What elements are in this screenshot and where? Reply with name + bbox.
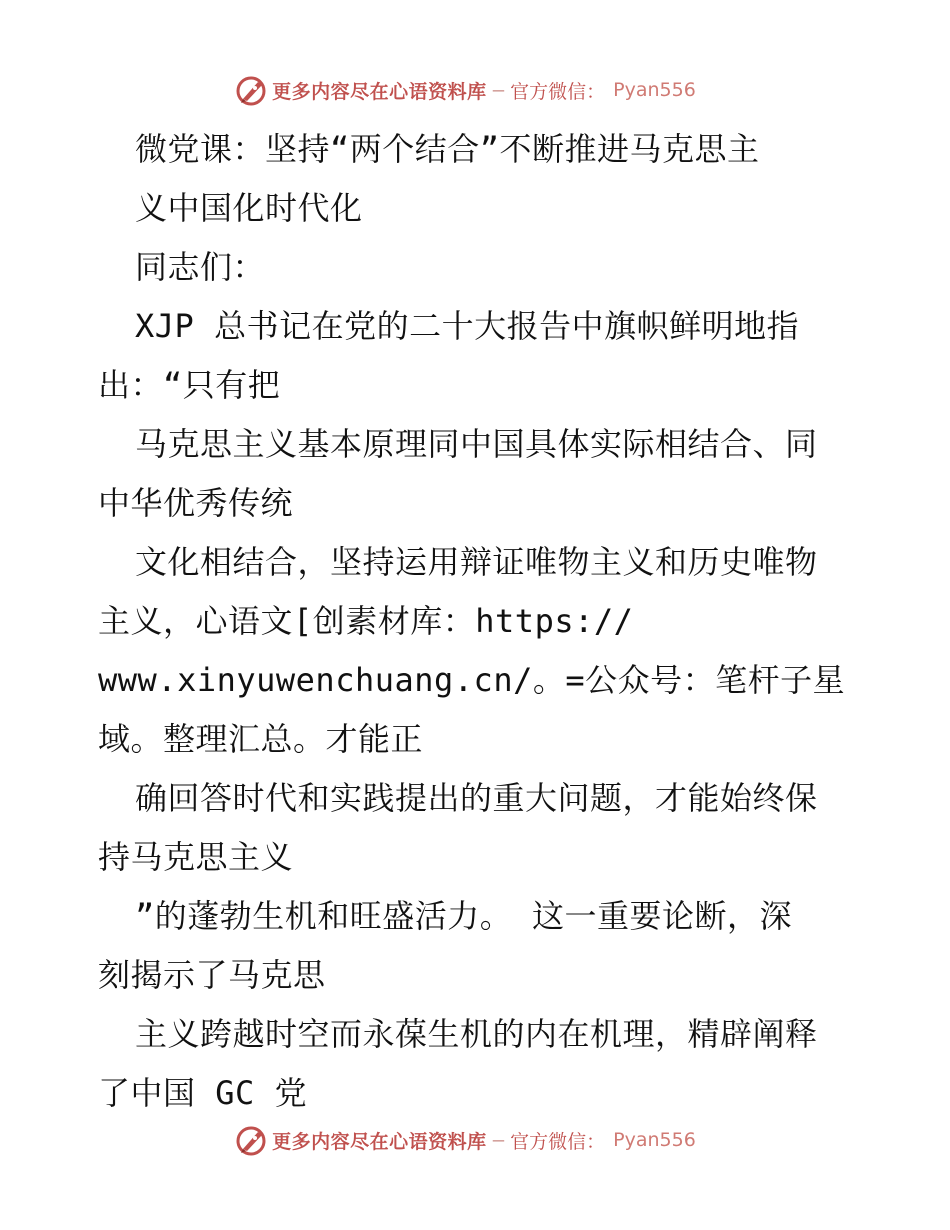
paragraph-line: ”的蓬勃生机和旺盛活力。 这一重要论断，深 — [135, 897, 793, 935]
banner-wechat-label: 官方微信： — [510, 1130, 606, 1153]
title-line-2: 义中国化时代化 — [135, 189, 363, 227]
banner-separator: — — [492, 79, 505, 101]
paragraph-line: 主义，心语文[创素材库：https:// — [98, 602, 634, 640]
paragraph-line: 域。整理汇总。才能正 — [98, 720, 424, 758]
pen-logo-icon — [234, 73, 268, 107]
paragraph-line: 确回答时代和实践提出的重大问题，才能始终保 — [135, 779, 818, 817]
paragraph-line: 中华优秀传统 — [98, 484, 294, 522]
pen-logo-icon — [234, 1123, 268, 1157]
paragraph-line: 主义跨越时空而永葆生机的内在机理，精辟阐释 — [135, 1015, 818, 1053]
banner-text: 更多内容尽在心语资料库 — [272, 1130, 487, 1153]
paragraph-line: 文化相结合，坚持运用辩证唯物主义和历史唯物 — [135, 543, 818, 581]
paragraph-line: 了中国 GC 党 — [98, 1074, 308, 1112]
banner-wechat-label: 官方微信： — [510, 80, 606, 103]
document-body — [98, 120, 858, 1123]
paragraph-line: XJP 总书记在党的二十大报告中旗帜鲜明地指 — [135, 307, 800, 345]
banner-wechat-id: Pyan556 — [613, 1129, 696, 1151]
salutation: 同志们： — [135, 248, 266, 286]
banner-text: 更多内容尽在心语资料库 — [272, 80, 487, 103]
paragraph-line: 出：“只有把 — [98, 366, 281, 404]
banner-wechat-id: Pyan556 — [613, 79, 696, 101]
title-line-1: 微党课：坚持“两个结合”不断推进马克思主 — [135, 130, 760, 168]
paragraph-line: www.xinyuwenchuang.cn/。=公众号：笔杆子星 — [98, 661, 846, 699]
paragraph-line: 马克思主义基本原理同中国具体实际相结合、同 — [135, 425, 818, 463]
footer-banner — [0, 1120, 950, 1160]
paragraph-line: 持马克思主义 — [98, 838, 294, 876]
header-banner — [0, 70, 950, 110]
paragraph-line: 刻揭示了马克思 — [98, 956, 326, 994]
banner-separator: — — [492, 1129, 505, 1151]
